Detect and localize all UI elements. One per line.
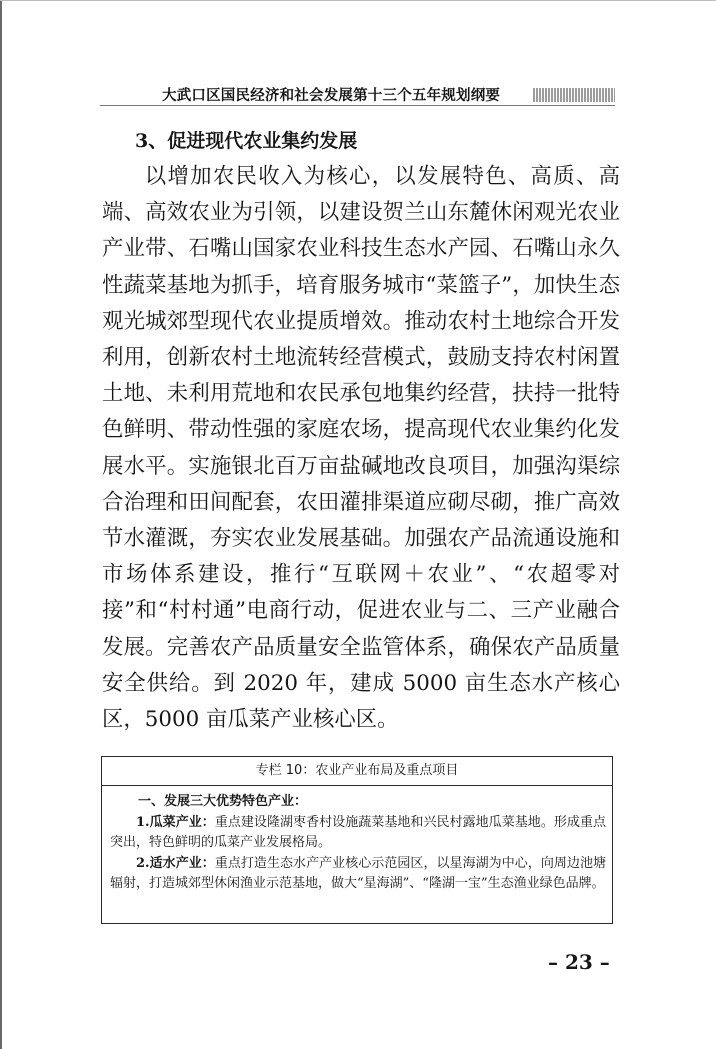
page-edge-top bbox=[0, 0, 716, 1]
header-rule bbox=[100, 105, 615, 106]
box-item bbox=[110, 854, 606, 895]
running-header bbox=[100, 84, 615, 106]
page-edge-left bbox=[0, 0, 2, 1049]
box-item-lead: 2.适水产业： bbox=[136, 855, 215, 871]
box-item-text: 重点建设隆湖枣香村设施蔬菜基地和兴民村露地瓜菜基地。形成重点突出，特色鲜明的瓜菜产业发展格局。 bbox=[110, 814, 606, 850]
page-number: – 23 – bbox=[548, 950, 610, 974]
running-header-title: 大武口区国民经济和社会发展第十三个五年规划纲要 bbox=[162, 88, 501, 104]
box-body bbox=[102, 786, 612, 895]
box-item bbox=[110, 813, 606, 854]
sidebar-box bbox=[101, 756, 613, 924]
box-heading: 一、发展三大优势特色产业： bbox=[138, 794, 308, 809]
box-item-text: 重点打造生态水产产业核心示范园区，以星海湖为中心，向周边池塘辐射，打造城郊型休闲渔业示范基地，做大“星海湖”、“隆湖一宝”生态渔业绿色品牌。 bbox=[110, 855, 606, 891]
section-heading: 3、促进现代农业集约发展 bbox=[135, 130, 358, 152]
body-paragraph: 以增加农民收入为核心，以发展特色、高质、高端、高效农业为引领，以建设贺兰山东麓休闲观光农业产业带、石嘴山国家农业科技生态水产园、石嘴山永久性蔬菜基地为抓手，培育服务城市“菜篮子”，加快生态观光城郊型现代农业提质增效。推动农村土地综合开发利用，创新农村土地流转经营模式，鼓励支持农村闲置土地、未利用荒地和农民承包地集约经营，扶持一批特色鲜明、带动性强的家庭农场，提高现代农业集约化发展水平。实施银北百万亩盐碱地改良项目，加强沟渠综合治理和田间配套，农田灌排渠道应砌尽砌，推广高效节水灌溉，夯实农业发展基础。加强农产品流通设施和市场体系建设，推行“互联网＋农业”、“农超零对接”和“村村通”电商行动，促进农业与二、三产业融合发展。完善农产品质量安全监管体系，确保农产品质量安全供给。到 2020 年，建成 5000 亩生态水产核心区，5000 亩瓜菜产业核心区。 bbox=[102, 164, 620, 733]
box-item-lead: 1.瓜菜产业： bbox=[136, 814, 215, 830]
box-title: 专栏 10：农业产业布局及重点项目 bbox=[102, 757, 612, 786]
header-hatched-bar bbox=[533, 88, 615, 102]
